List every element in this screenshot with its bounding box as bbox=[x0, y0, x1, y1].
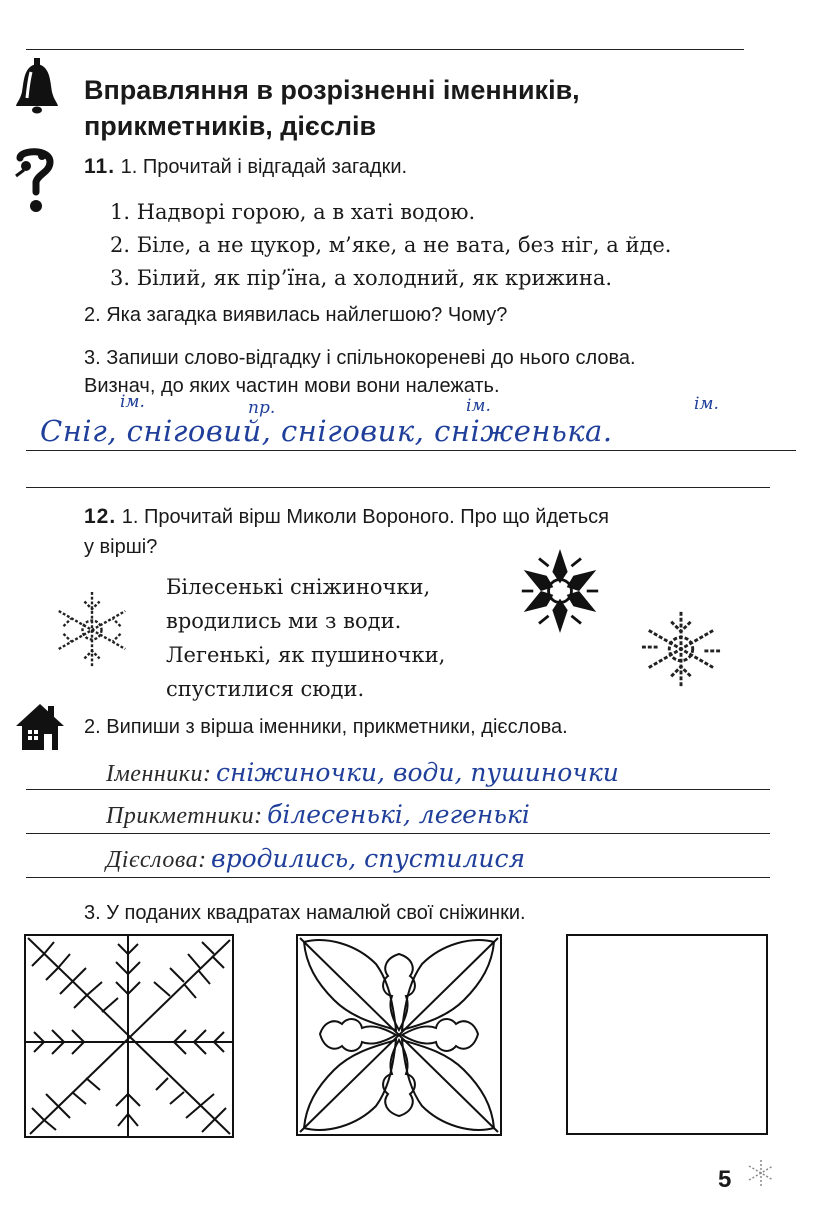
ex11-header bbox=[84, 155, 407, 179]
label-adjectives: Прикметники: bbox=[106, 803, 263, 829]
riddles-list bbox=[110, 196, 671, 295]
bell-icon bbox=[14, 58, 60, 114]
ex11-answer: Сніг, сніговий, сніговик, сніженька. bbox=[40, 414, 613, 448]
riddle-1: 1. Надворі горою, а в хаті водою. bbox=[110, 200, 476, 224]
ex12-task1-line1: 1. Прочитай вірш Миколи Вороного. Про що йдеться bbox=[121, 506, 610, 528]
ex12-task2: 2. Випиши з вірша іменники, прикметники, дієслова. bbox=[84, 716, 568, 738]
puzzle-question-icon bbox=[12, 148, 58, 214]
ex12-task3: 3. У поданих квадратах намалюй свої сніжинки. bbox=[84, 902, 526, 924]
answer-line-1 bbox=[26, 450, 796, 451]
poem-line-4: спустилися сюди. bbox=[166, 677, 365, 701]
ex11-task3-line2: Визнач, до яких частин мови вони належать. bbox=[84, 375, 500, 397]
answer-nouns: сніжиночки, води, пушиночки bbox=[215, 758, 619, 787]
snowflake-icon bbox=[640, 608, 722, 690]
drawing-square-3[interactable] bbox=[566, 934, 768, 1135]
answer-adjectives: білесенькі, легенькі bbox=[267, 800, 530, 829]
snowflake-icon bbox=[744, 1158, 778, 1188]
house-icon bbox=[14, 702, 66, 752]
section-title bbox=[84, 72, 724, 144]
poem-line-3: Легенькі, як пушиночки, bbox=[166, 643, 446, 667]
drawing-square-1 bbox=[24, 934, 234, 1138]
snowflake-icon bbox=[518, 546, 602, 636]
page-number: 5 bbox=[718, 1166, 732, 1193]
top-rule bbox=[26, 49, 744, 50]
answer-mark-4: ім. bbox=[694, 394, 719, 414]
poem bbox=[166, 570, 445, 706]
riddle-2: 2. Біле, а не цукор, м’яке, а не вата, без ніг, а йде. bbox=[110, 233, 672, 257]
answer-row-adjectives bbox=[106, 800, 530, 830]
answer-row-verbs bbox=[106, 844, 525, 874]
ex12-header bbox=[84, 502, 784, 562]
poem-line-2: вродились ми з води. bbox=[166, 609, 402, 633]
answer-row-nouns bbox=[106, 758, 619, 788]
poem-line-1: Білесенькі сніжиночки, bbox=[166, 575, 431, 599]
label-nouns: Іменники: bbox=[106, 761, 212, 787]
ex11-task3 bbox=[84, 344, 636, 400]
label-verbs: Дієслова: bbox=[106, 847, 207, 873]
ex11-task2: 2. Яка загадка виявилась найлегшою? Чому? bbox=[84, 304, 508, 326]
section-title-line2: прикметників, дієслів bbox=[84, 111, 377, 141]
riddle-3: 3. Білий, як пір’їна, а холодний, як крижина. bbox=[110, 266, 613, 290]
answer-verbs: вродились, спустилися bbox=[211, 844, 526, 873]
answer-mark-2: пр. bbox=[248, 398, 276, 418]
answer-mark-1: ім. bbox=[120, 392, 145, 412]
section-title-line1: Вправляння в розрізненні іменників, bbox=[84, 75, 580, 105]
ex11-task1: 1. Прочитай і відгадай загадки. bbox=[120, 156, 408, 178]
row-line-3 bbox=[26, 877, 770, 878]
row-line-2 bbox=[26, 833, 770, 834]
ex12-number: 12. bbox=[84, 505, 117, 528]
snowflake-icon bbox=[54, 588, 130, 672]
drawing-square-2 bbox=[296, 934, 502, 1136]
ex11-task3-line1: 3. Запиши слово-відгадку і спільнокореневі до нього слова. bbox=[84, 347, 636, 369]
ex11-number: 11. bbox=[84, 155, 116, 178]
answer-mark-3: ім. bbox=[466, 396, 491, 416]
ex12-task1-line2: у вірші? bbox=[84, 536, 158, 558]
answer-line-2 bbox=[26, 487, 770, 488]
row-line-1 bbox=[26, 789, 770, 790]
